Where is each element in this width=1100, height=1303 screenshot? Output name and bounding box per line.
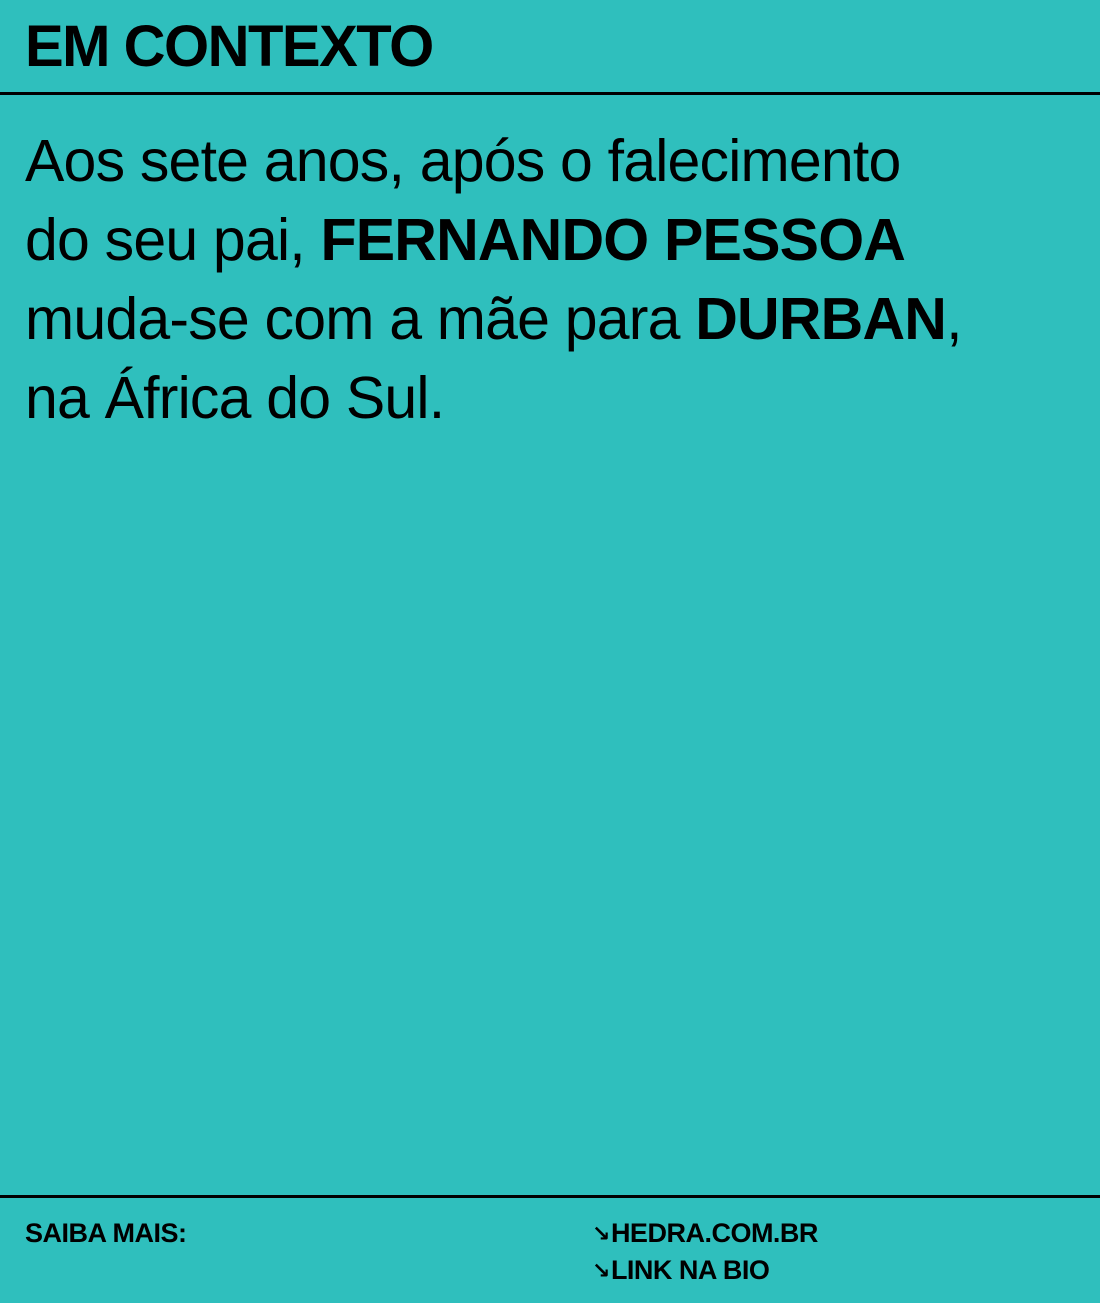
footer-label: SAIBA MAIS: — [25, 1218, 187, 1248]
arrow-down-right-icon: ↘ — [592, 1258, 610, 1283]
footer-links — [592, 1215, 818, 1289]
paragraph-line-2 — [25, 201, 1075, 280]
bio-link[interactable] — [592, 1252, 818, 1289]
highlight-place: DURBAN — [695, 286, 947, 352]
website-link[interactable] — [592, 1215, 818, 1252]
context-paragraph — [25, 122, 1075, 438]
footer — [0, 1195, 1100, 1303]
paragraph-text: muda-se com a mãe para — [25, 286, 696, 352]
page-title: EM CONTEXTO — [25, 14, 433, 79]
paragraph-line-4 — [25, 359, 1075, 438]
bio-link-label: LINK NA BIO — [610, 1255, 770, 1285]
paragraph-text: do seu pai, — [25, 207, 321, 273]
highlight-name: FERNANDO PESSOA — [320, 207, 906, 273]
paragraph-text: Aos sete anos, após o falecimento — [25, 128, 901, 194]
paragraph-line-1 — [25, 122, 1075, 201]
paragraph-line-3 — [25, 280, 1075, 359]
website-link-label: HEDRA.COM.BR — [610, 1218, 818, 1248]
header — [0, 0, 1100, 95]
paragraph-text: na África do Sul. — [25, 365, 445, 431]
arrow-down-right-icon: ↘ — [592, 1221, 610, 1246]
paragraph-punctuation: , — [946, 286, 962, 352]
